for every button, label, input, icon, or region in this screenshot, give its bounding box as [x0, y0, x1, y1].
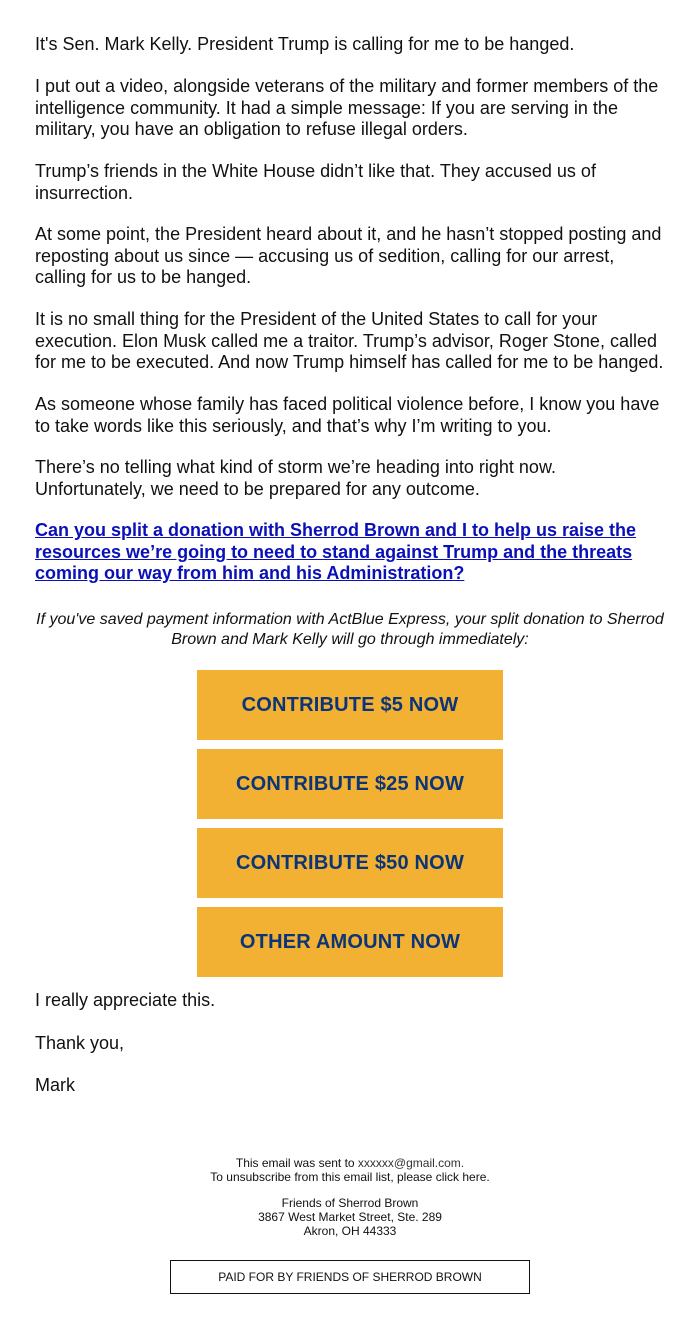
closing-thank-you: Thank you, [35, 1033, 125, 1053]
footer-address-line2: Akron, OH 44333 [303, 1224, 397, 1238]
contribute-5-button[interactable]: CONTRIBUTE $5 NOW [197, 670, 503, 740]
paid-for-disclaimer: PAID FOR BY FRIENDS OF SHERROD BROWN [170, 1260, 530, 1294]
letter-paragraph-7: There’s no telling what kind of storm we’re heading into right now. Unfortunately, we need to be prepared for any outcome. [35, 457, 556, 499]
contribute-25-button[interactable]: CONTRIBUTE $25 NOW [197, 749, 503, 819]
footer-address-line1: 3867 West Market Street, Ste. 289 [258, 1210, 442, 1224]
letter-paragraph-1: It's Sen. Mark Kelly. President Trump is calling for me to be hanged. [35, 34, 575, 54]
letter-paragraph-5: It is no small thing for the President of the United States to call for your execution. Elon Musk called me a traitor. Trump’s advisor, Roger Stone, called for me to be executed. And now Trump himself has called for me to be hanged. [35, 309, 664, 372]
unsubscribe-link[interactable]: To unsubscribe from this email list, please click here. [210, 1170, 490, 1184]
donation-ask-link[interactable]: Can you split a donation with Sherrod Brown and I to help us raise the resources we’re going to need to stand against Trump and the threats coming our way from him and his Administration? [35, 520, 637, 583]
footer-sent-to [100, 1156, 600, 1170]
letter-paragraph-2: I put out a video, alongside veterans of the military and former members of the intelligence community. It had a simple message: If you are serving in the military, you have an obligation to refuse illegal orders. [35, 76, 659, 139]
letter-paragraph-6: As someone whose family has faced political violence before, I know you have to take words like this seriously, and that’s why I’m writing to you. [35, 394, 660, 436]
actblue-express-note: If you've saved payment information with ActBlue Express, your split donation to Sherrod Brown and Mark Kelly will go through immediately: [36, 611, 664, 648]
other-amount-button[interactable]: OTHER AMOUNT NOW [197, 907, 503, 977]
contribute-50-button[interactable]: CONTRIBUTE $50 NOW [197, 828, 503, 898]
footer-sent-prefix: This email was sent to [235, 1156, 358, 1170]
signature: Mark [35, 1075, 75, 1095]
letter-paragraph-3: Trump’s friends in the White House didn’t like that. They accused us of insurrection. [35, 161, 596, 203]
footer-recipient-email: xxxxxx@gmail.com. [357, 1156, 465, 1170]
footer-org-name: Friends of Sherrod Brown [281, 1196, 419, 1210]
closing-appreciation: I really appreciate this. [35, 990, 216, 1010]
letter-paragraph-4: At some point, the President heard about it, and he hasn’t stopped posting and reposting about us since — accusing us of sedition, calling for our arrest, calling for us to be hanged. [35, 224, 662, 287]
